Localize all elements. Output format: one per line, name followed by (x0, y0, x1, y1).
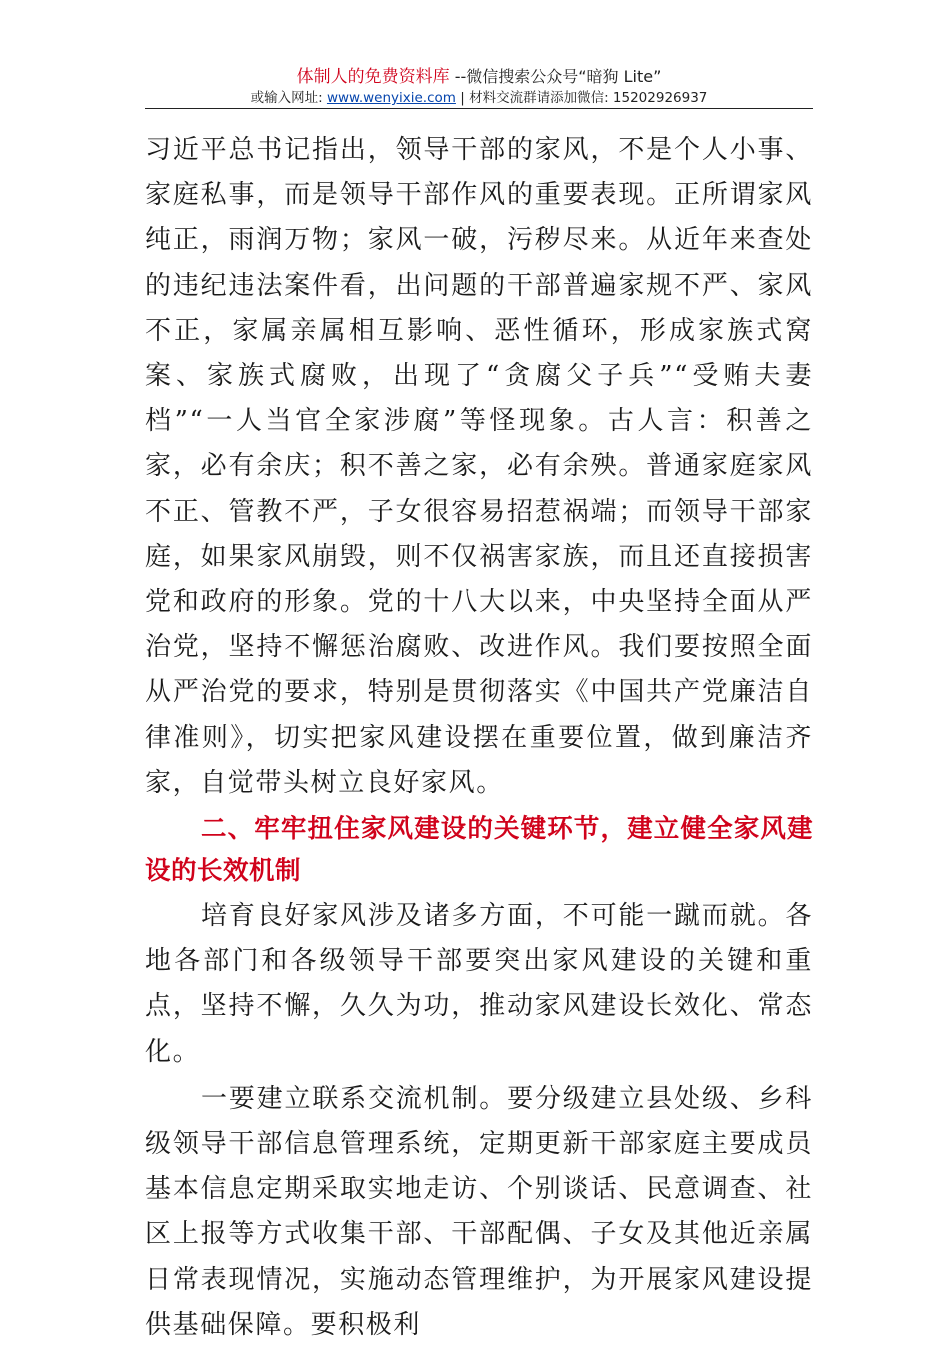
body-paragraph-2: 培育良好家风涉及诸多方面，不可能一蹴而就。各地各部门和各级领导干部要突出家风建设的关键和重点，坚持不懈，久久为功，推动家风建设长效化、常态化。 (145, 901, 813, 1067)
header-url-prefix: 或输入网址: (250, 90, 327, 106)
section-heading-2: 二、牢牢扭住家风建设的关键环节，建立健全家风建设的长效机制 (145, 814, 813, 887)
header-brand: 体制人的免费资料库 (296, 67, 450, 87)
header-line-2 (145, 88, 813, 108)
header-tagline: --微信搜索公众号“暗狗 Lite” (449, 67, 662, 86)
header-contact: | 材料交流群请添加微信: 15202926937 (455, 90, 708, 106)
header-line-1 (145, 66, 813, 88)
header-divider (145, 108, 813, 109)
document-body (145, 128, 813, 1348)
header-website-link[interactable]: www.wenyixie.com (326, 90, 456, 106)
body-paragraph-3: 一要建立联系交流机制。要分级建立县处级、乡科级领导干部信息管理系统，定期更新干部家庭主要成员基本信息定期采取实地走访、个别谈话、民意调查、社区上报等方式收集干部、干部配偶、子女及其他近亲属日常表现情况，实施动态管理维护，为开展家风建设提供基础保障。要积极利 (145, 1083, 813, 1340)
page-header (145, 66, 813, 108)
body-paragraph-1: 习近平总书记指出，领导干部的家风，不是个人小事、家庭私事，而是领导干部作风的重要表现。正所谓家风纯正，雨润万物；家风一破，污秽尽来。从近年来查处的违纪违法案件看，出问题的干部普遍家规不严、家风不正，家属亲属相互影响、恶性循环，形成家族式窝案、家族式腐败，出现了“贪腐父子兵”“受贿夫妻档”“一人当官全家涉腐”等怪现象。古人言：积善之家，必有余庆；积不善之家，必有余殃。普通家庭家风不正、管教不严，子女很容易招惹祸端；而领导干部家庭，如果家风崩毁，则不仅祸害家族，而且还直接损害党和政府的形象。党的十八大以来，中央坚持全面从严治党，坚持不懈惩治腐败、改进作风。我们要按照全面从严治党的要求，特别是贯彻落实《中国共产党廉洁自律准则》，切实把家风建设摆在重要位置，做到廉洁齐家，自觉带头树立良好家风。 (145, 135, 813, 798)
